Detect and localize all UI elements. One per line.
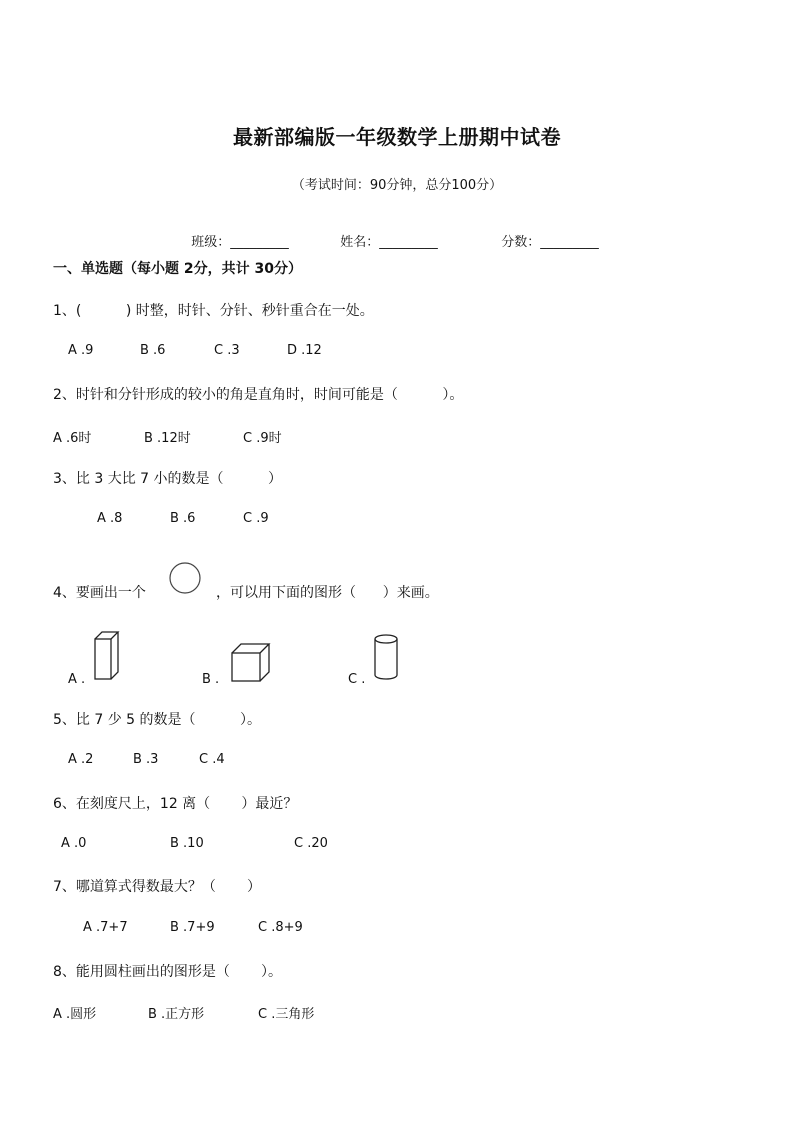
q6-option-c[interactable]: C .20 (294, 836, 328, 851)
q2-option-b[interactable]: B .12时 (144, 431, 191, 446)
name-field[interactable] (332, 216, 438, 250)
q4-option-c[interactable]: C . (348, 672, 366, 687)
q1-option-c[interactable]: C .3 (214, 343, 240, 358)
q7-option-c[interactable]: C .8+9 (258, 920, 303, 935)
name-blank: _________ (379, 235, 438, 250)
q5-option-a[interactable]: A .2 (68, 752, 94, 767)
question-4-part1: 4、要画出一个 (53, 585, 146, 601)
page-title: 最新部编版一年级数学上册期中试卷 (233, 125, 561, 149)
q2-option-c[interactable]: C .9时 (243, 431, 282, 446)
name-label: 姓名： (340, 235, 380, 250)
q4-option-b[interactable]: B . (202, 672, 220, 687)
question-5: 5、比 7 少 5 的数是（ ）。 (53, 712, 262, 728)
class-field[interactable] (183, 216, 289, 250)
question-7: 7、哪道算式得数最大？（ ） (53, 879, 262, 895)
q5-option-c[interactable]: C .4 (199, 752, 225, 767)
q8-option-c[interactable]: C .三角形 (258, 1007, 315, 1022)
q7-option-a[interactable]: A .7+7 (83, 920, 128, 935)
q3-option-a[interactable]: A .8 (97, 511, 123, 526)
cuboid-icon (93, 631, 123, 681)
q2-option-a[interactable]: A .6时 (53, 431, 92, 446)
q5-option-b[interactable]: B .3 (133, 752, 159, 767)
q3-option-b[interactable]: B .6 (170, 511, 196, 526)
score-field[interactable] (493, 216, 599, 250)
class-label: 班级： (191, 235, 231, 250)
q3-option-c[interactable]: C .9 (243, 511, 269, 526)
cube-icon (230, 643, 272, 683)
q6-option-b[interactable]: B .10 (170, 836, 204, 851)
exam-info: （考试时间：90分钟，总分100分） (291, 178, 503, 193)
q7-option-b[interactable]: B .7+9 (170, 920, 215, 935)
question-3: 3、比 3 大比 7 小的数是（ ） (53, 471, 283, 487)
score-label: 分数： (501, 235, 541, 250)
circle-figure (168, 561, 202, 595)
section-title: 一、单选题（每小题 2分，共计 30分） (53, 261, 302, 277)
question-1: 1、( ) 时整，时针、分针、秒针重合在一处。 (53, 303, 374, 319)
question-6: 6、在刻度尺上，12 离（ ）最近？ (53, 796, 298, 812)
class-blank: _________ (230, 235, 289, 250)
q1-option-b[interactable]: B .6 (140, 343, 166, 358)
question-8: 8、能用圆柱画出的图形是（ ）。 (53, 964, 283, 980)
q4-option-a[interactable]: A . (68, 672, 86, 687)
q8-option-a[interactable]: A .圆形 (53, 1007, 97, 1022)
question-2: 2、时针和分针形成的较小的角是直角时，时间可能是（ ）。 (53, 387, 464, 403)
cylinder-icon (373, 633, 403, 683)
score-blank: _________ (540, 235, 599, 250)
q8-option-b[interactable]: B .正方形 (148, 1007, 205, 1022)
q1-option-d[interactable]: D .12 (287, 343, 322, 358)
q1-option-a[interactable]: A .9 (68, 343, 94, 358)
question-4-part2: ，可以用下面的图形（ ）来画。 (216, 585, 439, 601)
q6-option-a[interactable]: A .0 (61, 836, 87, 851)
